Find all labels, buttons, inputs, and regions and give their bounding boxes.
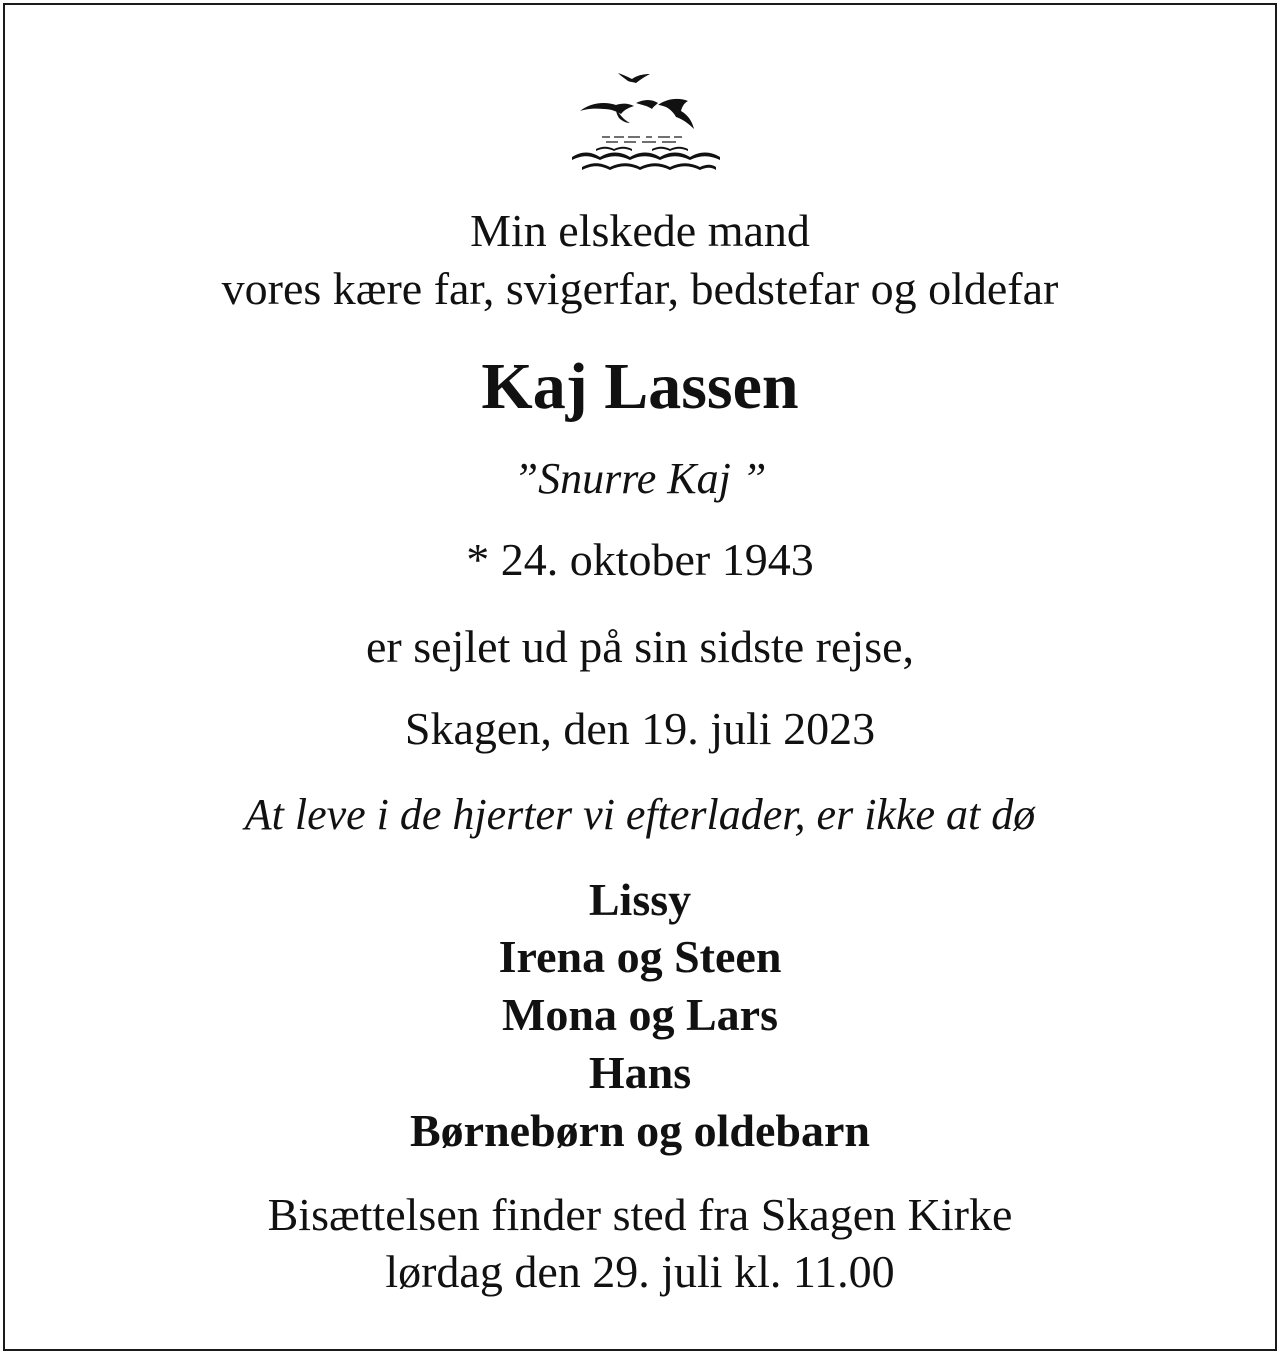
passing-text: er sejlet ud på sin sidste rejse, <box>365 621 915 672</box>
family-member: Lissy <box>588 874 692 925</box>
service-line-2: lørdag den 29. juli kl. 11.00 <box>385 1246 895 1297</box>
obituary-frame <box>3 3 1277 1351</box>
deceased-name: Kaj Lassen <box>481 350 799 423</box>
seagulls-over-waves-icon <box>566 65 726 177</box>
family-member: Irena og Steen <box>498 931 782 982</box>
family-member: Børnebørn og oldebarn <box>409 1105 871 1156</box>
family-member: Hans <box>588 1047 692 1098</box>
nickname: ”Snurre Kaj ” <box>513 454 767 503</box>
intro-line-1: Min elskede mand <box>470 205 810 256</box>
place-and-date: Skagen, den 19. juli 2023 <box>404 703 876 754</box>
memorial-quote: At leve i de hjerter vi efterlader, er ikke at dø <box>244 790 1036 839</box>
service-line-1: Bisættelsen finder sted fra Skagen Kirke <box>267 1189 1013 1240</box>
family-member: Mona og Lars <box>502 989 778 1040</box>
birth-date: * 24. oktober 1943 <box>466 534 814 585</box>
intro-line-2: vores kære far, svigerfar, bedstefar og oldefar <box>221 263 1059 314</box>
